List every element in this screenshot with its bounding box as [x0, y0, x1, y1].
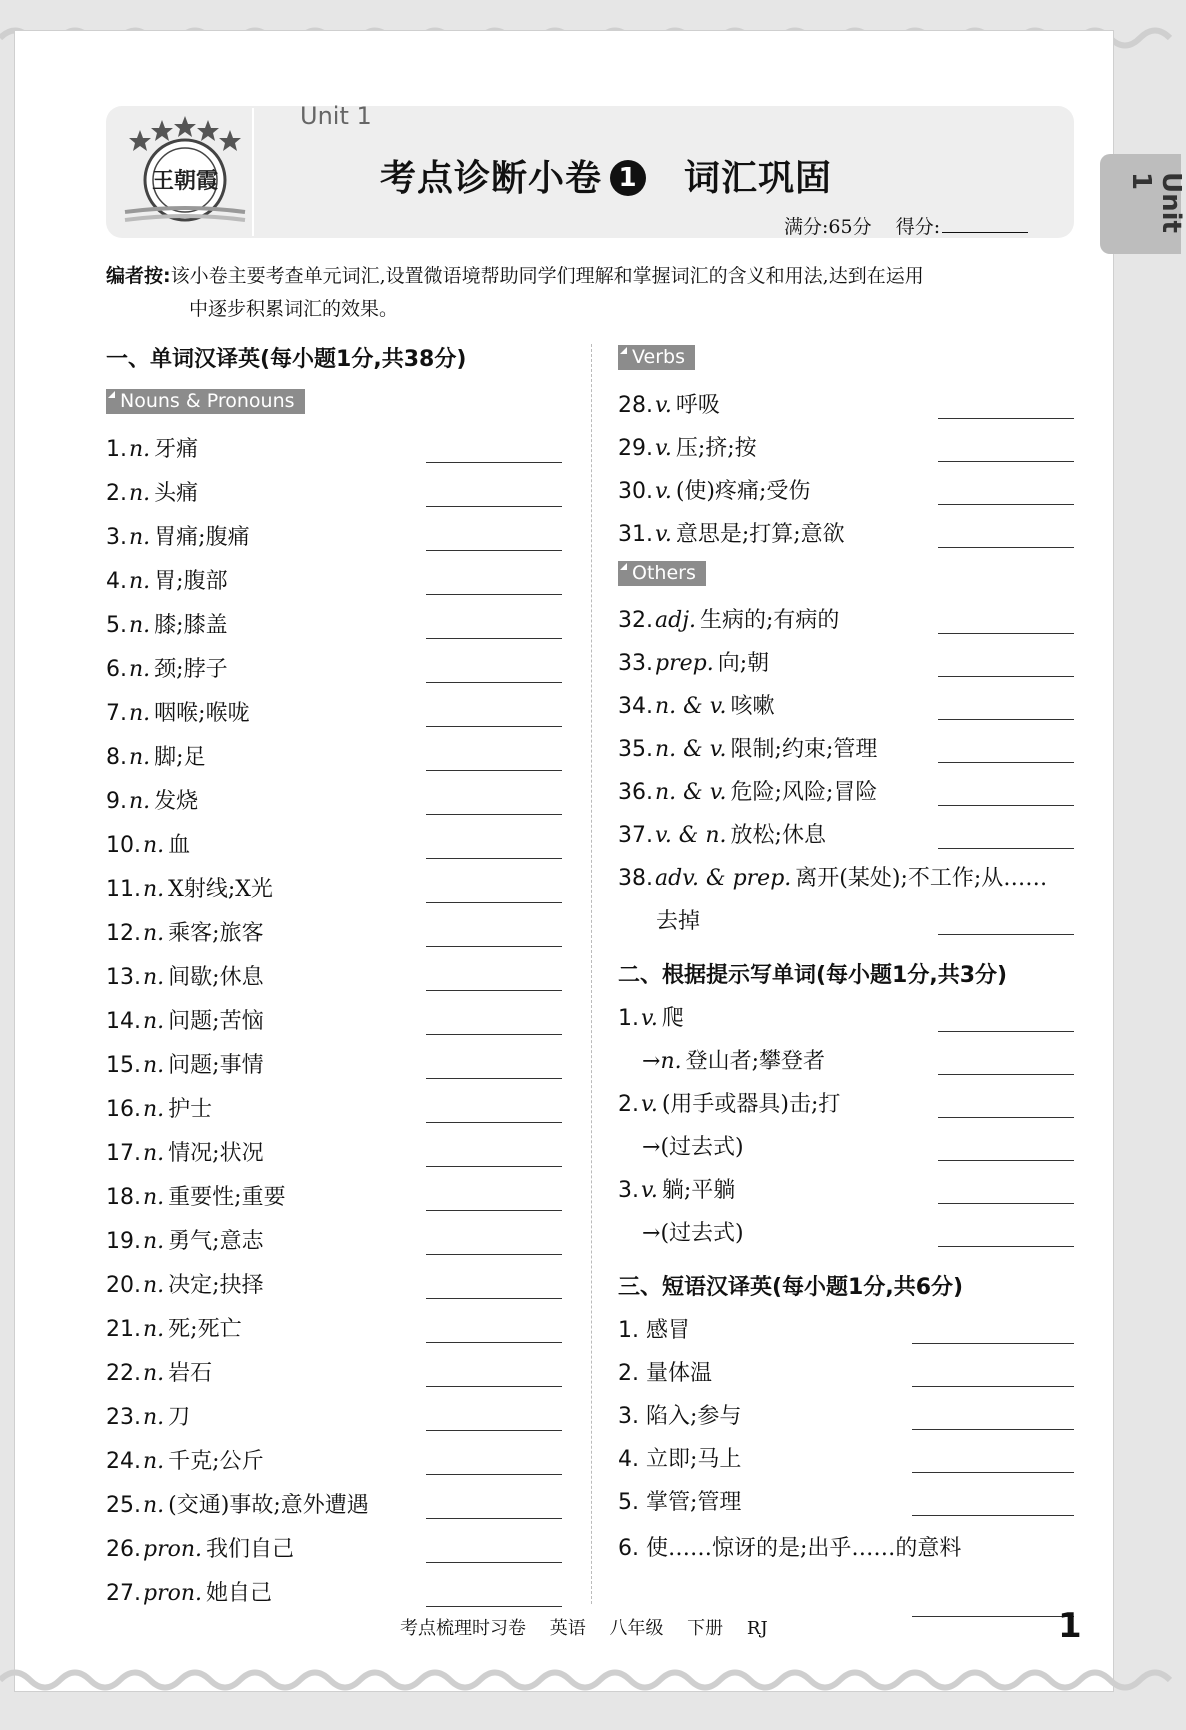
- answer-blank[interactable]: [938, 934, 1074, 935]
- vocab-item: [106, 1224, 264, 1255]
- answer-blank[interactable]: [426, 1078, 562, 1079]
- item-text: 向;朝: [717, 651, 770, 676]
- answer-blank[interactable]: [426, 1386, 562, 1387]
- editor-note-label: 编者按:: [106, 265, 171, 287]
- item-text: 脚;足: [154, 745, 206, 770]
- part-of-speech: v.: [655, 479, 672, 504]
- item-text: 胃;腹部: [154, 569, 228, 594]
- score-label: 得分:: [895, 216, 941, 238]
- item-text: 头痛: [154, 481, 199, 506]
- answer-blank[interactable]: [426, 594, 562, 595]
- column-divider: [591, 344, 592, 1604]
- part-of-speech: n.: [129, 745, 151, 770]
- part-of-speech: n.: [129, 701, 151, 726]
- score-line: [784, 212, 1028, 239]
- answer-blank[interactable]: [912, 1386, 1074, 1387]
- item-text: 呼吸: [675, 393, 720, 418]
- title-number-badge: 1: [610, 160, 646, 196]
- item-text: 刀: [168, 1405, 191, 1430]
- part-of-speech: n.: [129, 789, 151, 814]
- vocab-item: [106, 1180, 286, 1211]
- item-text: 爬: [661, 1006, 684, 1031]
- answer-blank[interactable]: [938, 1160, 1074, 1161]
- vocab-item: [106, 784, 198, 815]
- part-of-speech: v.: [641, 1178, 658, 1203]
- vocab-item: [106, 1092, 212, 1123]
- item-number: 20.: [106, 1273, 141, 1298]
- side-unit-tab-label: Unit 1: [1126, 172, 1186, 233]
- answer-blank[interactable]: [912, 1616, 1074, 1617]
- vocab-item: [618, 689, 775, 720]
- item-number: 32.: [618, 608, 653, 633]
- vocab-item: [106, 1444, 264, 1475]
- answer-blank[interactable]: [426, 506, 562, 507]
- answer-blank[interactable]: [426, 814, 562, 815]
- part-of-speech: n.: [143, 1097, 165, 1122]
- hint-derived-text: 登山者;攀登者: [685, 1049, 826, 1074]
- item-number: 9.: [106, 789, 127, 814]
- part-of-speech: pron.: [143, 1537, 203, 1562]
- item-text: 护士: [168, 1097, 213, 1122]
- part-of-speech: n. & v.: [655, 694, 727, 719]
- item-text: 躺;平躺: [661, 1178, 736, 1203]
- answer-blank[interactable]: [426, 902, 562, 903]
- part-of-speech: v.: [655, 393, 672, 418]
- item-text: 限制;约束;管理: [730, 737, 878, 762]
- item-number: 5.: [618, 1490, 639, 1515]
- phrase-item: [618, 1531, 961, 1562]
- answer-blank[interactable]: [426, 1210, 562, 1211]
- vocab-item: [106, 1356, 212, 1387]
- vocab-item: [106, 740, 206, 771]
- tag-others: Others: [618, 561, 706, 586]
- answer-blank[interactable]: [938, 1074, 1074, 1075]
- tag-nouns-pronouns: Nouns & Pronouns: [106, 389, 305, 414]
- item-text: 死;死亡: [168, 1317, 242, 1342]
- side-unit-tab: [1100, 154, 1186, 254]
- page-number: 1: [1058, 1606, 1082, 1646]
- item-number: 14.: [106, 1009, 141, 1034]
- answer-blank[interactable]: [426, 1254, 562, 1255]
- item-text: 意思是;打算;意欲: [675, 522, 845, 547]
- part-of-speech: v. & n.: [655, 823, 727, 848]
- vocab-item: [618, 818, 826, 849]
- part-of-speech: adj.: [655, 608, 697, 633]
- answer-blank[interactable]: [426, 858, 562, 859]
- vocab-item: [106, 1400, 190, 1431]
- vocab-item: [618, 431, 757, 462]
- part-of-speech: n.: [143, 1229, 165, 1254]
- item-text: 颈;脖子: [154, 657, 228, 682]
- answer-blank[interactable]: [426, 990, 562, 991]
- item-text: 我们自己: [206, 1537, 295, 1562]
- vocab-item: [106, 872, 273, 903]
- item-text: X射线;X光: [168, 877, 273, 902]
- part-of-speech: n.: [129, 481, 151, 506]
- item-text: 乘客;旅客: [168, 921, 264, 946]
- part-of-speech: v.: [641, 1092, 658, 1117]
- item-number: 37.: [618, 823, 653, 848]
- item-number: 18.: [106, 1185, 141, 1210]
- item-text: 感冒: [646, 1318, 691, 1343]
- item-text: 掌管;管理: [646, 1490, 742, 1515]
- part-of-speech: n.: [129, 525, 151, 550]
- logo-seal-icon: [120, 112, 250, 232]
- answer-blank[interactable]: [938, 1117, 1074, 1118]
- part-of-speech: n.: [143, 1053, 165, 1078]
- item-number: 30.: [618, 479, 653, 504]
- part-of-speech: n.: [143, 833, 165, 858]
- vocab-item: [618, 861, 1047, 892]
- item-number: 10.: [106, 833, 141, 858]
- arrow-icon: →: [642, 1135, 661, 1160]
- svg-text:王朝霞: 王朝霞: [151, 169, 219, 194]
- part-of-speech: n.: [143, 1273, 165, 1298]
- item-number: 25.: [106, 1493, 141, 1518]
- vocab-item: [106, 1268, 264, 1299]
- section-1-heading: 一、单词汉译英(每小题1分,共38分): [106, 347, 467, 372]
- item-number: 4.: [106, 569, 127, 594]
- phrase-item: [618, 1399, 741, 1430]
- answer-blank[interactable]: [938, 1246, 1074, 1247]
- part-of-speech: n.: [143, 1361, 165, 1386]
- item-number: 28.: [618, 393, 653, 418]
- part-of-speech: n.: [143, 1185, 165, 1210]
- answer-blank[interactable]: [912, 1472, 1074, 1473]
- vocab-item: [618, 474, 810, 505]
- item-number: 3.: [618, 1404, 639, 1429]
- vocab-item: [106, 1488, 369, 1519]
- answer-blank[interactable]: [426, 1298, 562, 1299]
- vocab-item: [106, 1004, 264, 1035]
- item-text: 危险;风险;冒险: [730, 780, 878, 805]
- part-of-speech: adv. & prep.: [655, 866, 792, 891]
- item-number: 36.: [618, 780, 653, 805]
- item-number: 1.: [106, 437, 127, 462]
- item-number: 3.: [618, 1178, 639, 1203]
- item-number: 27.: [106, 1581, 141, 1606]
- item-text: (交通)事故;意外遭遇: [168, 1493, 369, 1518]
- answer-blank[interactable]: [426, 1474, 562, 1475]
- answer-blank[interactable]: [426, 682, 562, 683]
- answer-blank[interactable]: [938, 1203, 1074, 1204]
- part-of-speech: n.: [143, 1405, 165, 1430]
- editor-note: [106, 260, 1076, 326]
- phrase-item: [618, 1485, 741, 1516]
- vocab-item: [106, 696, 250, 727]
- item-number: 15.: [106, 1053, 141, 1078]
- item-text: 立即;马上: [646, 1447, 742, 1472]
- editor-note-line2: 中逐步积累词汇的效果。: [189, 298, 399, 320]
- item-text: 放松;休息: [730, 823, 826, 848]
- editor-note-line1: 该小卷主要考查单元词汇,设置微语境帮助同学们理解和掌握词汇的含义和用法,达到在运用: [170, 265, 924, 287]
- vocab-item: [618, 732, 877, 763]
- section-2-heading: 二、根据提示写单词(每小题1分,共3分): [618, 963, 1008, 988]
- answer-blank[interactable]: [426, 1166, 562, 1167]
- title-main: 考点诊断小卷: [380, 158, 603, 199]
- item-number: 12.: [106, 921, 141, 946]
- phrase-item: [618, 1442, 741, 1473]
- part-of-speech: v.: [655, 522, 672, 547]
- answer-blank[interactable]: [938, 676, 1074, 677]
- item-text: 使……惊讶的是;出乎……的意料: [646, 1536, 962, 1561]
- full-score: 满分:65分: [784, 216, 872, 238]
- hint-derived: [642, 1216, 744, 1247]
- item-number: 31.: [618, 522, 653, 547]
- item-number: 2.: [618, 1092, 639, 1117]
- answer-blank[interactable]: [912, 1515, 1074, 1516]
- vocab-item: [106, 916, 264, 947]
- answer-blank[interactable]: [426, 1034, 562, 1035]
- unit-label: Unit 1: [300, 102, 372, 130]
- part-of-speech: n.: [143, 965, 165, 990]
- header-divider: [252, 108, 254, 236]
- item-number: 2.: [106, 481, 127, 506]
- tag-verbs: Verbs: [618, 345, 695, 370]
- item-text: 问题;苦恼: [168, 1009, 264, 1034]
- item-number: 34.: [618, 694, 653, 719]
- vocab-item: [106, 520, 250, 551]
- hint-item: [618, 1001, 684, 1032]
- part-of-speech: n.: [143, 1317, 165, 1342]
- answer-blank[interactable]: [938, 805, 1074, 806]
- item-text: (使)疼痛;受伤: [675, 479, 811, 504]
- item-text: (用手或器具)击;打: [661, 1092, 841, 1117]
- vocab-item: [106, 1312, 242, 1343]
- item-number: 24.: [106, 1449, 141, 1474]
- hint-derived-text: (过去式): [660, 1135, 744, 1160]
- hint-derived: [642, 1130, 744, 1161]
- item-number: 13.: [106, 965, 141, 990]
- item-text: 牙痛: [154, 437, 199, 462]
- vocab-item: [106, 652, 228, 683]
- answer-blank[interactable]: [426, 1342, 562, 1343]
- item-text: 勇气;意志: [168, 1229, 264, 1254]
- item-number: 21.: [106, 1317, 141, 1342]
- item-number: 38.: [618, 866, 653, 891]
- vocab-item: [106, 1532, 294, 1563]
- answer-blank[interactable]: [426, 770, 562, 771]
- item-number: 4.: [618, 1447, 639, 1472]
- vocab-item-continued: 去掉: [656, 909, 701, 934]
- part-of-speech: n.: [143, 877, 165, 902]
- wavy-border-bottom: [0, 1660, 1181, 1700]
- item-text: 岩石: [168, 1361, 213, 1386]
- answer-blank[interactable]: [426, 1606, 562, 1607]
- answer-blank[interactable]: [938, 848, 1074, 849]
- hint-item: [618, 1173, 735, 1204]
- part-of-speech: n. & v.: [655, 737, 727, 762]
- vocab-item: [618, 388, 720, 419]
- title-sub: 词汇巩固: [684, 158, 833, 199]
- item-number: 6.: [106, 657, 127, 682]
- answer-blank[interactable]: [938, 719, 1074, 720]
- answer-blank[interactable]: [426, 946, 562, 947]
- item-number: 33.: [618, 651, 653, 676]
- answer-blank[interactable]: [426, 638, 562, 639]
- item-text: 重要性;重要: [168, 1185, 286, 1210]
- arrow-icon: →: [642, 1049, 661, 1074]
- answer-blank[interactable]: [938, 418, 1074, 419]
- item-number: 2.: [618, 1361, 639, 1386]
- item-text: 决定;抉择: [168, 1273, 264, 1298]
- score-blank[interactable]: [942, 216, 1028, 233]
- item-number: 26.: [106, 1537, 141, 1562]
- part-of-speech: n.: [143, 1449, 165, 1474]
- item-text: 膝;膝盖: [154, 613, 228, 638]
- item-text: 离开(某处);不工作;从……: [795, 866, 1048, 891]
- phrase-item: [618, 1313, 690, 1344]
- vocab-item: [106, 828, 190, 859]
- vocab-item: [618, 603, 839, 634]
- item-number: 22.: [106, 1361, 141, 1386]
- item-number: 1.: [618, 1006, 639, 1031]
- part-of-speech: n.: [143, 1493, 165, 1518]
- item-number: 11.: [106, 877, 141, 902]
- item-text: 她自己: [206, 1581, 273, 1606]
- footer-text: 考点梳理时习卷 英语 八年级 下册 RJ: [400, 1618, 768, 1639]
- answer-blank[interactable]: [426, 1430, 562, 1431]
- part-of-speech: n.: [143, 1009, 165, 1034]
- item-text: 血: [168, 833, 191, 858]
- item-number: 19.: [106, 1229, 141, 1254]
- hint-item: [618, 1087, 840, 1118]
- hint-derived-text: (过去式): [660, 1221, 744, 1246]
- vocab-item: [106, 1048, 264, 1079]
- part-of-speech: n.: [129, 437, 151, 462]
- vocab-item: [106, 608, 228, 639]
- answer-blank[interactable]: [426, 550, 562, 551]
- vocab-item: [618, 775, 877, 806]
- vocab-item: [106, 564, 228, 595]
- item-number: 1.: [618, 1318, 639, 1343]
- part-of-speech: n.: [143, 1141, 165, 1166]
- item-number: 7.: [106, 701, 127, 726]
- page-title: [380, 150, 832, 201]
- answer-blank[interactable]: [938, 547, 1074, 548]
- answer-blank[interactable]: [426, 726, 562, 727]
- part-of-speech: v.: [655, 436, 672, 461]
- answer-blank[interactable]: [912, 1343, 1074, 1344]
- answer-blank[interactable]: [938, 633, 1074, 634]
- item-text: 量体温: [646, 1361, 713, 1386]
- item-text: 情况;状况: [168, 1141, 264, 1166]
- part-of-speech: n. & v.: [655, 780, 727, 805]
- item-text: 间歇;休息: [168, 965, 264, 990]
- item-text: 陷入;参与: [646, 1404, 742, 1429]
- vocab-item: [618, 517, 845, 548]
- vocab-item: [106, 432, 198, 463]
- answer-blank[interactable]: [426, 1122, 562, 1123]
- item-text: 发烧: [154, 789, 199, 814]
- vocab-item: [106, 960, 264, 991]
- item-number: 3.: [106, 525, 127, 550]
- item-text: 压;挤;按: [675, 436, 757, 461]
- answer-blank[interactable]: [938, 504, 1074, 505]
- part-of-speech: n.: [660, 1049, 682, 1074]
- answer-blank[interactable]: [426, 462, 562, 463]
- part-of-speech: v.: [641, 1006, 658, 1031]
- item-text: 生病的;有病的: [700, 608, 840, 633]
- part-of-speech: n.: [143, 921, 165, 946]
- item-number: 16.: [106, 1097, 141, 1122]
- item-number: 23.: [106, 1405, 141, 1430]
- arrow-icon: →: [642, 1221, 661, 1246]
- vocab-item: [106, 476, 198, 507]
- part-of-speech: n.: [129, 613, 151, 638]
- item-text: 胃痛;腹痛: [154, 525, 250, 550]
- item-text: 咳嗽: [730, 694, 775, 719]
- part-of-speech: n.: [129, 657, 151, 682]
- part-of-speech: n.: [129, 569, 151, 594]
- part-of-speech: pron.: [143, 1581, 203, 1606]
- item-text: 咽喉;喉咙: [154, 701, 250, 726]
- item-number: 5.: [106, 613, 127, 638]
- answer-blank[interactable]: [426, 1518, 562, 1519]
- item-number: 35.: [618, 737, 653, 762]
- item-number: 8.: [106, 745, 127, 770]
- item-text: 问题;事情: [168, 1053, 264, 1078]
- item-number: 6.: [618, 1536, 639, 1561]
- phrase-item: [618, 1356, 712, 1387]
- item-number: 17.: [106, 1141, 141, 1166]
- vocab-item: [106, 1136, 264, 1167]
- part-of-speech: prep.: [655, 651, 714, 676]
- answer-blank[interactable]: [938, 461, 1074, 462]
- answer-blank[interactable]: [912, 1429, 1074, 1430]
- hint-derived: [642, 1044, 825, 1075]
- section-3-heading: 三、短语汉译英(每小题1分,共6分): [618, 1275, 964, 1300]
- answer-blank[interactable]: [938, 762, 1074, 763]
- vocab-item: [618, 646, 769, 677]
- answer-blank[interactable]: [426, 1562, 562, 1563]
- item-number: 29.: [618, 436, 653, 461]
- item-text: 千克;公斤: [168, 1449, 264, 1474]
- answer-blank[interactable]: [938, 1031, 1074, 1032]
- vocab-item: [106, 1576, 272, 1607]
